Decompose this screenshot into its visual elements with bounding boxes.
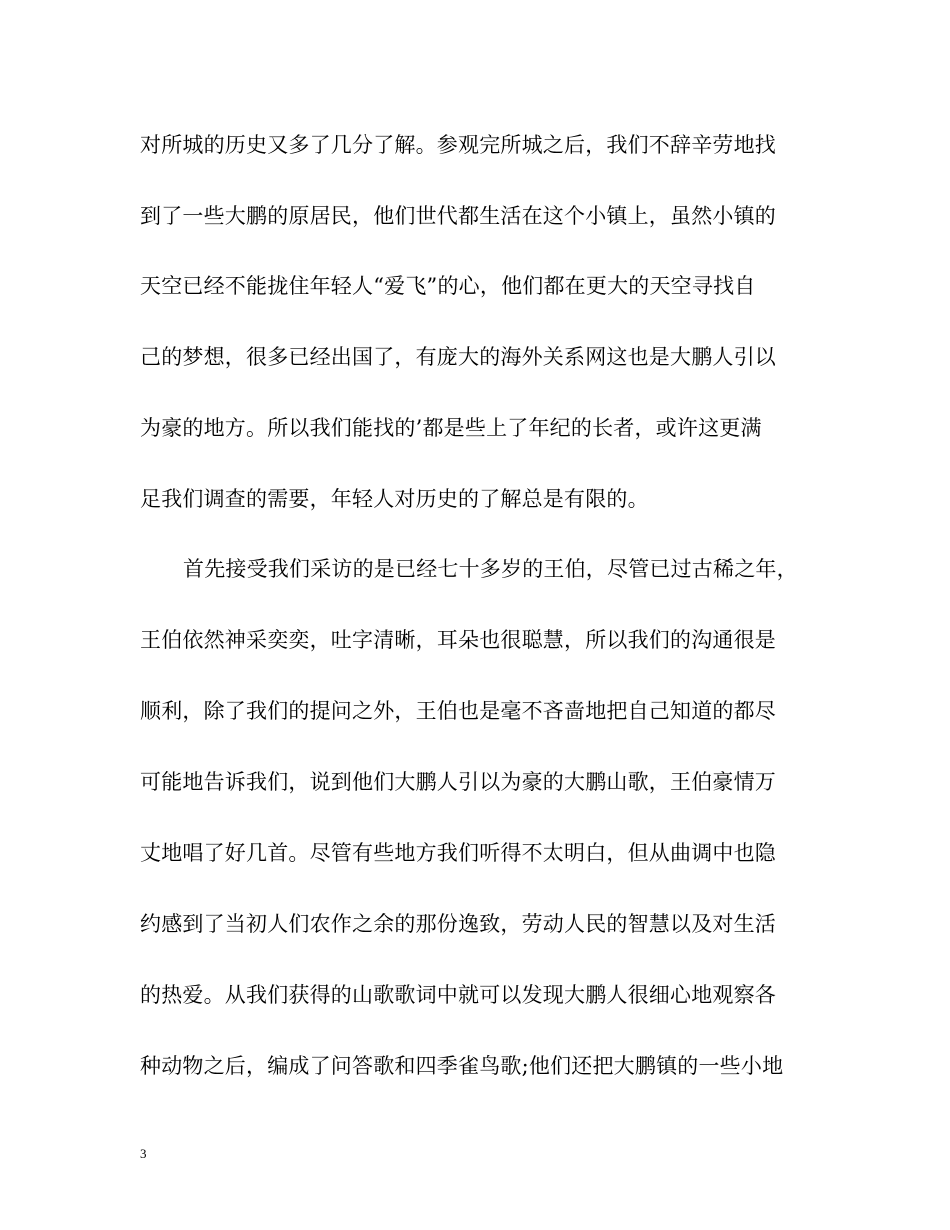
paragraph-2-line-2: 王伯依然神采奕奕，吐字清晰，耳朵也很聪慧，所以我们的沟通很是 — [140, 628, 776, 652]
paragraph-2-line-4: 可能地告诉我们，说到他们大鹏人引以为豪的大鹏山歌，王伯豪情万 — [140, 770, 776, 794]
paragraph-1-line-2: 到了一些大鹏的原居民，他们世代都生活在这个小镇上，虽然小镇的 — [140, 204, 776, 228]
paragraph-2-line-3: 顺利，除了我们的提问之外，王伯也是毫不吝啬地把自己知道的都尽 — [140, 699, 776, 723]
paragraph-1-line-3: 天空已经不能拢住年轻人“爱飞”的心，他们都在更大的天空寻找自 — [140, 274, 756, 298]
paragraph-2-line-8: 种动物之后，编成了问答歌和四季雀鸟歌;他们还把大鹏镇的一些小地 — [140, 1054, 784, 1078]
paragraph-1-line-6: 足我们调查的需要，年轻人对历史的了解总是有限的。 — [140, 487, 649, 511]
paragraph-1-line-1: 对所城的历史又多了几分了解。参观完所城之后，我们不辞辛劳地找 — [140, 133, 776, 157]
paragraph-2-line-1: 首先接受我们采访的是已经七十多岁的王伯，尽管已过古稀之年， — [183, 557, 798, 581]
paragraph-2-line-6: 约感到了当初人们农作之余的那份逸致，劳动人民的智慧以及对生活 — [140, 912, 776, 936]
paragraph-2-line-5: 丈地唱了好几首。尽管有些地方我们听得不太明白，但从曲调中也隐 — [140, 841, 776, 865]
paragraph-1-line-5: 为豪的地方。所以我们能找的’都是些上了年纪的长者，或许这更满 — [140, 416, 762, 440]
paragraph-1-line-4: 己的梦想，很多已经出国了，有庞大的海外关系网这也是大鹏人引以 — [140, 345, 776, 369]
paragraph-2-line-7: 的热爱。从我们获得的山歌歌词中就可以发现大鹏人很细心地观察各 — [140, 983, 776, 1007]
page-number: 3 — [140, 1146, 147, 1161]
